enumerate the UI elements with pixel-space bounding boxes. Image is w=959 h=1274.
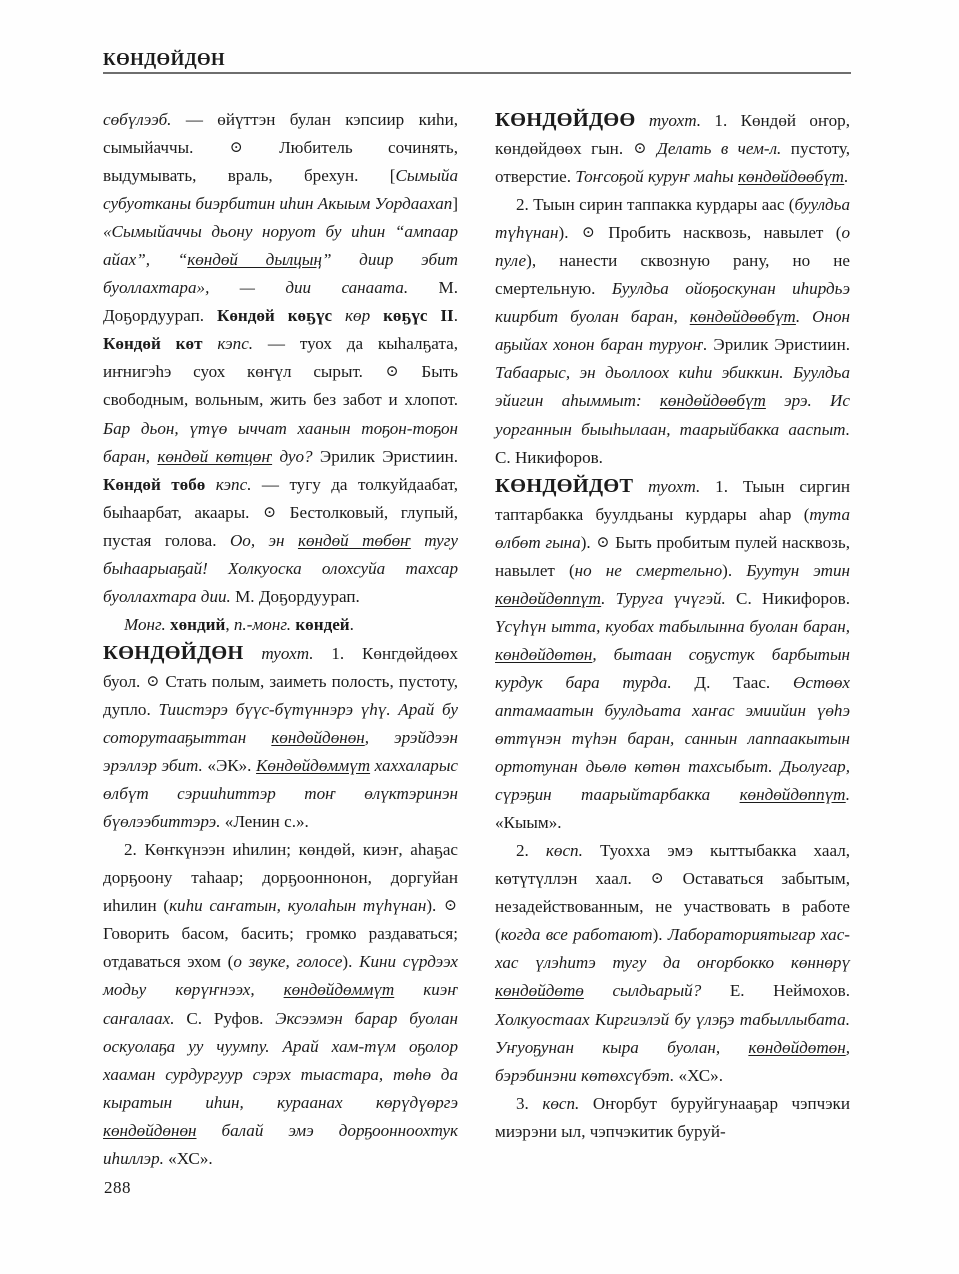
entry-kondoydon-sense-2: 2. Көҥкүнээн иһилин; көндөй, киэҥ, аһаҕас дорҕоону таһаар; дорҕооннонон, доргуйан иһилин (киһи саҥатын, куолаһын түһүнан). ⊙ Говорить басом, басить; громко раздаваться; отдаваться эхом (о звуке, голосе). Кини сүрдээх модьу көрүҥнээх, көндөйдөммүт киэҥ саҥалаах. С. Руфов. Эксээмэн барар буолан оскуолаҕа уу чуумпу. Арай хам-түм оҕолор хааман сурдургуур сэрэх тыастара, төһө да кыратын иһин, кураанах көрүдүөргэ көндөйдөнөн балай эмэ дорҕоонноохтук иһиллэр. «ХС». <box>103 840 459 1168</box>
sense-marker-icon: ⊙ <box>596 533 610 551</box>
sense-marker-icon: ⊙ <box>650 870 664 888</box>
keyword-form: көндөйдөтө <box>495 981 584 1001</box>
entry-headword-kondoydon: КӨНДӨЙДӨН <box>103 641 244 664</box>
example-quote: Табаарыс, эн дьоллоох киһи эбиккин. Буулдьа эйигин аһыммыт: көндөйдөөбүт эрэ. Ис уорганнын быыһылаан, таарыйбакка ааспыт. <box>495 363 850 439</box>
entry-kondoydon-sense-1: КӨНДӨЙДӨН туохт. 1. Көнгдөйдөөх буол. ⊙ Стать полым, заиметь полость, пустоту, дупло. Тиистэрэ бүүс-бүтүннэрэ үһү. Арай бу соторутааҕыттан көндөйдөнөн, эрэйдээн эрэллэр эбит. «ЭК». Көндөйдөммүт хаххаларыс өлбүт сэрииһиттэр тоҥ өлүктэринэн бүөлээбиттэрэ. «Ленин с.». <box>103 641 458 832</box>
entry-kondoydot-sense-3: 3. көсп. Оҥорбут буруйгунааҕар чэпчэки миэрэни ыл, чэпчэкитик буруй- <box>495 1093 851 1141</box>
right-column <box>495 106 850 1173</box>
cross-reference-label: көр <box>345 306 371 326</box>
usage-label-keps-2: кэпс. <box>215 474 252 494</box>
entry-headword-kondoydot: КӨНДӨЙДӨТ <box>495 474 634 497</box>
etymology-lang-2: п.-монг. <box>233 614 292 634</box>
example-quote: Тиистэрэ бүүс-бүтүннэрэ үһү. Арай бу соторутааҕыттан көндөйдөнөн, эрэйдээн эрэллэр эбит. <box>103 699 458 776</box>
entry-kondoydoo-sense-1: КӨНДӨЙДӨӨ туохт. 1. Көндөй оҥор, көндөйдөөх гын. ⊙ Делать в чем-л. пустоту, отверстие. Тоҥсоҕой куруҥ маһы көндөйдөөбүт. <box>495 109 850 187</box>
keyword-form: көндөй дылцың <box>187 250 322 270</box>
usage-gloss: тута өлбөт гына <box>495 504 850 552</box>
example-quote: Эксээмэн барар буолан оскуолаҕа уу чуумпу. Арай хам-түм оҕолор хааман сурдургуур сэрэх тыастара, төһө да кыратын иһин, кураанах көрүдүөргэ көндөйдөнөн балай эмэ дорҕоонноохтук иһиллэр. <box>103 1008 459 1168</box>
phrase-headword-3: Көндөй төбө <box>103 474 206 494</box>
cross-reference-target: көҕүс <box>383 306 428 326</box>
continued-headword-fragment: сөбүлээб. <box>103 110 172 129</box>
example-quote: Үсүһүн ытта, куобах табылынна буолан баран, көндөйдөтөн, бытаан соҕустук барбытын курдук бара турда. <box>495 616 850 692</box>
part-of-speech: туохт. <box>648 476 701 496</box>
entry-kondoydot-sense-1: КӨНДӨЙДӨТ туохт. 1. Тыын сиргин таптарбакка буулдьаны курдары аһар (тута өлбөт гына). ⊙ Быть пробитым пулей насквозь, навылет (но не смертельно). Буутун этин көндөйдөппүт. Туруга үчүгэй. С. Никифоров. Үсүһүн ытта, куобах табылынна буолан баран, көндөйдөтөн, бытаан соҕустук барбытын курдук бара турда. Д. Таас. Өстөөх аптамаатын буулдьата хаҥас эмиийин үөһэ өттүнэн түһэн баран, саннын лаппаакытын ортотунан дьөлө көтөн тахсыбыт. Дьолугар, сүрэҕин таарыйтарбакка көндөйдөппүт. «Кыым». <box>495 474 850 833</box>
keyword-form: көндөйдөппүт <box>495 588 602 608</box>
page-number: 288 <box>104 1178 131 1197</box>
example-quote: Лабораториятыгар хас-хас үлэһитэ тугу да оҥорбокко көннөрү көндөйдөтө сылдьарый? <box>495 925 850 1001</box>
example-quote: «Сымыйаччы дьону норуот бу иһин “ампаар айах”, “көндөй дылцың” диир эбит буоллахтара», — дии санаата. <box>103 222 458 298</box>
usage-gloss: но не смертельно <box>574 560 723 580</box>
etymology-form-2: көндей <box>295 614 350 634</box>
sense-marker-icon: ⊙ <box>385 363 399 381</box>
keyword-form: көндөйдөммүт <box>283 980 395 1000</box>
usage-gloss: киһи саҥатын, куолаһын түһүнан <box>169 896 427 916</box>
etymology-lang-1: Монг. <box>124 614 166 634</box>
sense-marker-icon: ⊙ <box>633 140 647 158</box>
phrase-headword-2: Көндөй көт <box>103 334 203 354</box>
russian-gloss: Делать в чем-л. <box>657 139 782 159</box>
usage-gloss: когда все работают <box>500 925 653 945</box>
example-quote: Буулдьа ойоҕоскунан иһирдьэ киирбит буолан баран, көндөйдөөбүт. Онон аҕыйах хонон баран туруоҥ. <box>495 279 850 355</box>
example-citation: Сымыйа субуотканы биэрбитин иһин Акыым Уордаахап <box>103 166 458 214</box>
example-quote: Өстөөх аптамаатын буулдьата хаҥас эмиийин үөһэ өттүнэн түһэн баран, саннын лаппаакытын ортотунан дьөлө көтөн тахсыбыт. Дьолугар, сүрэҕин таарыйтарбакка көндөйдөппүт. <box>495 672 850 805</box>
left-column <box>103 106 458 1173</box>
running-header <box>103 50 851 74</box>
usage-label-kosp-2: көсп. <box>542 1093 580 1113</box>
entry-headword-kondoydoo: КӨНДӨЙДӨӨ <box>495 109 636 131</box>
usage-gloss: буулдьа түһүнан <box>495 195 850 243</box>
example-quote: Бар дьон, үтүө ыччат хаанын тоҕон-тоҕон баран, көндөй көтцөҥ дуо? <box>103 418 458 466</box>
header-divider-rule <box>103 72 851 74</box>
part-of-speech: туохт. <box>261 643 314 663</box>
phrase-headword-1: Көндөй көҕүс <box>216 306 333 326</box>
usage-gloss: о звуке, голосе <box>233 952 343 972</box>
roman-numeral-ii: II <box>440 306 454 326</box>
entry-kondoydoo-sense-2: 2. Тыын сирин таппакка курдары аас (буулдьа түһүнан). ⊙ Пробить насквозь, навылет (о пуле), нанести сквозную рану, но не смертельную. Буулдьа ойоҕоскунан иһирдьэ киирбит буолан баран, көндөйдөөбүт. Онон аҕыйах хонон баран туруоҥ. Эрилик Эристиин. Табаарыс, эн дьоллоох киһи эбиккин. Буулдьа эйигин аһыммыт: көндөйдөөбүт эрэ. Ис уорганнын быыһылаан, таарыйбакка ааспыт. С. Никифоров. <box>495 195 850 467</box>
page-body-columns <box>103 106 851 1173</box>
usage-gloss: о пуле <box>495 223 850 271</box>
example-quote: Тоҥсоҕой куруҥ маһы көндөйдөөбүт. <box>575 167 849 187</box>
example-quote: Буутун этин көндөйдөппүт. Туруга үчүгэй. <box>495 560 850 608</box>
running-header-title: КӨНДӨЙДӨН <box>103 49 226 69</box>
etymology-paragraph: Монг. хөндий, п.-монг. көндей. <box>124 614 354 634</box>
keyword-form: көндөйдөөбүт <box>689 307 796 327</box>
keyword-form: көндөйдөтөн <box>748 1037 846 1057</box>
keyword-form: көндөйдөнөн <box>103 1120 197 1140</box>
continued-entry-paragraph: сөбүлээб. — өйүттэн булан кэпсиир киһи, сымыйаччы. ⊙ Любитель сочинять, выдумывать, враль, брехун. [Сымыйа субуотканы биэрбитин иһин Акыым Уордаахап] «Сымыйаччы дьону норуот бу иһин “ампаар айах”, “көндөй дылцың” диир эбит буоллахтара», — дии санаата. М. Доҕордуурап. Көндөй көҕүс көр көҕүс II. Көндөй көт кэпс. — туох да кыһалҕата, иҥнигэһэ суох көҥүл сырыт. ⊙ Быть свободным, вольным, жить без забот и хлопот. Бар дьон, үтүө ыччат хаанын тоҕон-тоҕон баран, көндөй көтцөҥ дуо? Эрилик Эристиин. Көндөй төбө кэпс. — тугу да толкуйдаабат, быһаарбат, акаары. ⊙ Бестолковый, глупый, пустая голова. Оо, эн көндөй төбөҥ тугу быһаарыаҕай! Холкуоска олохсуйа тахсар буоллахтара дии. М. Доҕордуурап. <box>103 110 459 606</box>
entry-kondoydot-sense-2: 2. көсп. Туохха эмэ кыттыбакка хаал, көтүтүллэн хаал. ⊙ Оставаться забытым, незадействованным, не участвовать в работе (когда все работают). Лабораториятыгар хас-хас үлэһитэ тугу да оҥорбокко көннөрү көндөйдөтө сылдьарый? Е. Неймохов. Холкуостаах Киргиэлэй бу үлэҕэ табыллыбата. Уҥуоҕунан кыра буолан, көндөйдөтөн, бэрэбинэни көтөхсүбэт. «ХС». <box>495 841 850 1085</box>
etymology-form-1: хөндий <box>170 614 226 634</box>
usage-label-keps-1: кэпс. <box>217 334 254 354</box>
keyword-form: көндөй төбөҥ <box>297 530 411 550</box>
keyword-form: көндөйдөтөн <box>495 644 593 664</box>
sense-marker-icon: ⊙ <box>581 224 595 242</box>
keyword-form: Көндөйдөммүт <box>256 756 371 776</box>
usage-label-kosp-1: көсп. <box>545 841 583 861</box>
keyword-form: көндөйдөөбүт <box>659 391 766 411</box>
example-quote: Кини сүрдээх модьу көрүҥнээх, көндөйдөммүт киэҥ саҥалаах. <box>103 952 458 1028</box>
example-quote: Оо, эн көндөй төбөҥ тугу быһаарыаҕай! Холкуоска олохсуйа тахсар буоллахтара дии. <box>103 530 458 606</box>
keyword-form: көндөй көтцөҥ <box>157 446 273 466</box>
example-quote: хаххаларыс өлбүт сэрииһиттэр тоҥ өлүктэринэн бүөлээбиттэрэ. <box>103 756 458 832</box>
part-of-speech: туохт. <box>648 111 702 130</box>
sense-marker-icon: ⊙ <box>263 503 277 521</box>
keyword-form: көндөйдөппүт <box>739 785 846 805</box>
sense-marker-icon: ⊙ <box>146 672 160 690</box>
sense-marker-icon: ⊙ <box>229 139 243 157</box>
keyword-form: көндөйдөнөн <box>271 728 365 748</box>
sense-marker-icon: ⊙ <box>444 897 458 915</box>
keyword-form: көндөйдөөбүт <box>738 167 845 187</box>
example-quote: Холкуостаах Киргиэлэй бу үлэҕэ табыллыбата. Уҥуоҕунан кыра буолан, көндөйдөтөн, бэрэбинэни көтөхсүбэт. <box>495 1009 850 1085</box>
